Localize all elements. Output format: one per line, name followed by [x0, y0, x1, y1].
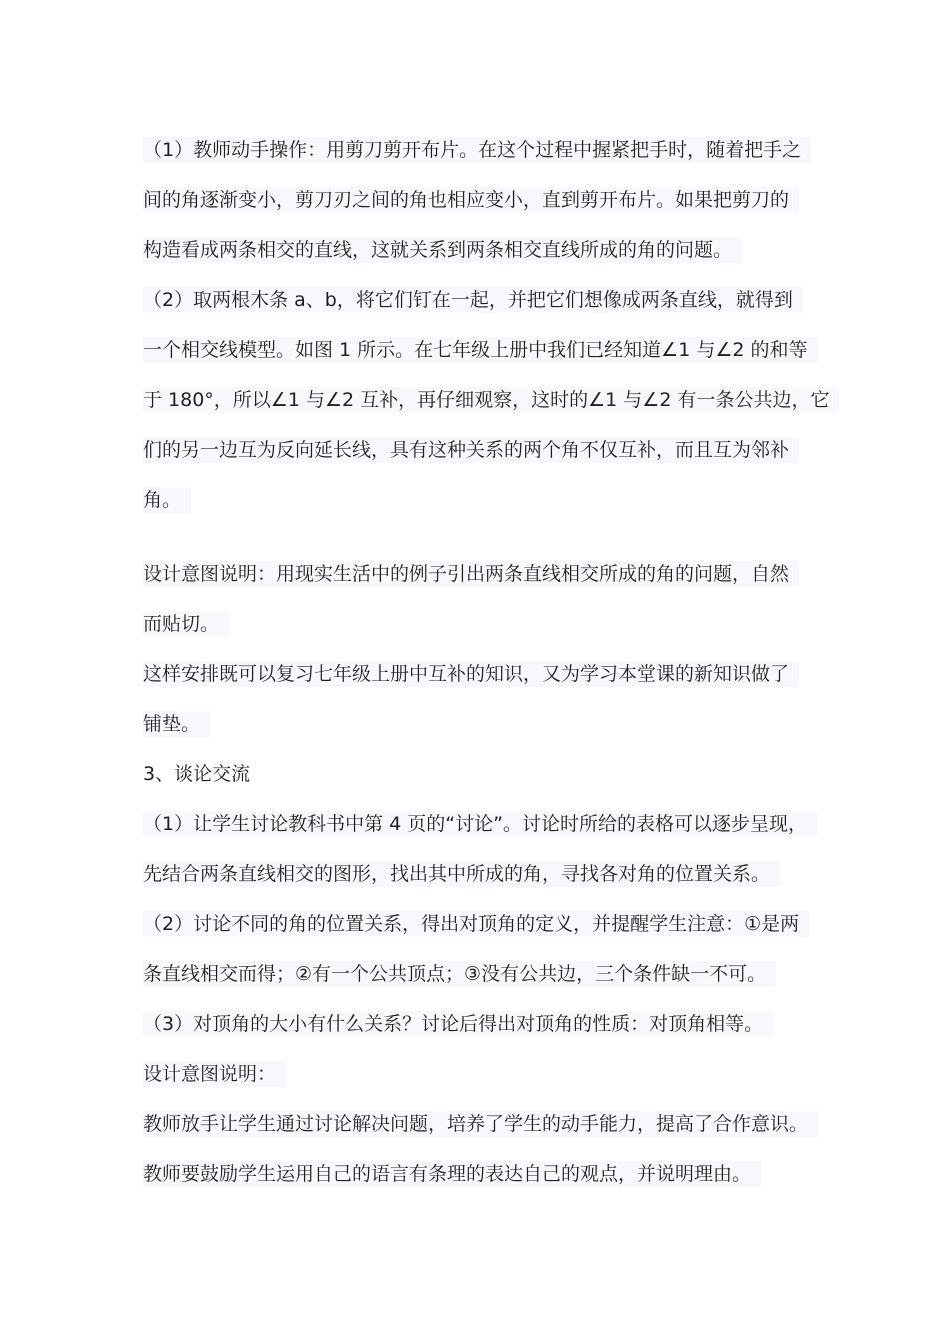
paragraph-line: （2）讨论不同的角的位置关系，得出对顶角的定义，并提醒学生注意：①是两: [143, 911, 809, 937]
paragraph-line: 角。: [143, 487, 191, 513]
paragraph-line: 教师放手让学生通过讨论解决问题，培养了学生的动手能力，提高了合作意识。: [143, 1111, 818, 1137]
paragraph-line: 构造看成两条相交的直线，这就关系到两条相交直线所成的角的问题。: [143, 237, 742, 263]
paragraph-line: 这样安排既可以复习七年级上册中互补的知识，又为学习本堂课的新知识做了: [143, 661, 799, 687]
paragraph-line: 间的角逐渐变小，剪刀刃之间的角也相应变小，直到剪开布片。如果把剪刀的: [143, 187, 799, 213]
paragraph-line: 教师要鼓励学生运用自己的语言有条理的表达自己的观点，并说明理由。: [143, 1161, 761, 1187]
paragraph-line: （1）教师动手操作：用剪刀剪开布片。在这个过程中握紧把手时，随着把手之: [143, 137, 811, 163]
design-intent-line: 而贴切。: [143, 611, 229, 637]
design-intent-line: 设计意图说明：用现实生活中的例子引出两条直线相交所成的角的问题，自然: [143, 561, 799, 587]
paragraph-line: （2）取两根木条 a、b，将它们钉在一起，并把它们想像成两条直线，就得到: [143, 287, 803, 313]
paragraph-line: 一个相交线模型。如图 1 所示。在七年级上册中我们已经知道∠1 与∠2 的和等: [143, 337, 818, 363]
paragraph-line: 铺垫。: [143, 711, 210, 737]
design-intent-heading: 设计意图说明：: [143, 1061, 286, 1087]
paragraph-line: 于 180°，所以∠1 与∠2 互补，再仔细观察，这时的∠1 与∠2 有一条公共边，它: [143, 387, 839, 413]
paragraph-line: （3）对顶角的大小有什么关系？讨论后得出对顶角的性质：对顶角相等。: [143, 1011, 773, 1037]
paragraph-line: 先结合两条直线相交的图形，找出其中所成的角，寻找各对角的位置关系。: [143, 861, 780, 887]
section-heading: 3、谈论交流: [143, 763, 251, 785]
paragraph-line: （1）让学生讨论教科书中第 4 页的“讨论”。讨论时所给的表格可以逐步呈现，: [143, 811, 817, 837]
paragraph-line: 们的另一边互为反向延长线，具有这种关系的两个角不仅互补，而且互为邻补: [143, 437, 799, 463]
paragraph-line: 条直线相交而得；②有一个公共顶点；③没有公共边，三个条件缺一不可。: [143, 961, 776, 987]
